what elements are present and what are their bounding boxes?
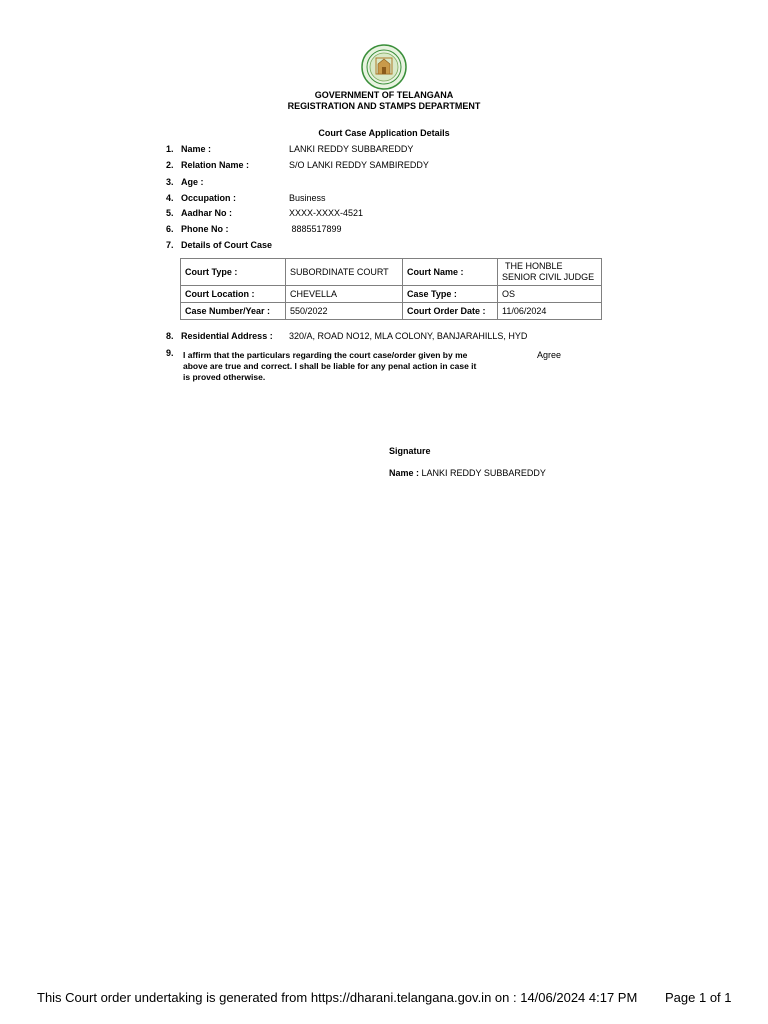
telangana-emblem-icon (361, 44, 407, 90)
case-type-value: OS (498, 286, 602, 303)
field-label: Aadhar No : (181, 208, 233, 218)
table-row (181, 286, 602, 303)
field-number: 4. (166, 193, 174, 203)
field-value: 320/A, ROAD NO12, MLA COLONY, BANJARAHILLS, HYD (289, 331, 528, 341)
government-title: GOVERNMENT OF TELANGANA (314, 90, 454, 100)
department-title: REGISTRATION AND STAMPS DEPARTMENT (287, 101, 481, 111)
field-number: 6. (166, 224, 174, 234)
table-row (181, 259, 602, 286)
signature-name-value: LANKI REDDY SUBBAREDDY (419, 468, 546, 478)
field-label: Occupation : (181, 193, 237, 203)
court-name-value (498, 259, 602, 286)
order-date-label: Court Order Date : (403, 303, 498, 320)
field-label: Details of Court Case (181, 240, 273, 250)
case-number-value: 550/2022 (286, 303, 403, 320)
field-number: 7. (166, 240, 174, 250)
field-number: 2. (166, 160, 174, 170)
affirmation-text: I affirm that the particulars regarding the court case/order given by me above are true and correct. I shall be liable for any penal action in case it is proved otherwise. (183, 350, 477, 382)
court-name-line1: THE HONBLE (505, 261, 563, 271)
field-number: 9. (166, 348, 174, 358)
case-type-label: Case Type : (403, 286, 498, 303)
field-value: XXXX-XXXX-4521 (289, 208, 364, 218)
field-label: Relation Name : (181, 160, 250, 170)
court-location-value: CHEVELLA (286, 286, 403, 303)
field-label: Name : (181, 144, 212, 154)
signature-label: Signature (389, 446, 431, 456)
field-value: Business (289, 193, 326, 203)
field-number: 3. (166, 177, 174, 187)
order-date-value: 11/06/2024 (498, 303, 602, 320)
field-number: 5. (166, 208, 174, 218)
signature-name-label: Name : (389, 468, 420, 478)
page-title: Court Case Application Details (318, 128, 450, 138)
field-number: 1. (166, 144, 174, 154)
field-value: S/O LANKI REDDY SAMBIREDDY (289, 160, 429, 170)
court-details-table (180, 258, 602, 320)
field-label: Residential Address : (181, 331, 273, 341)
court-name-label: Court Name : (403, 259, 498, 286)
page-number: Page 1 of 1 (665, 990, 732, 1005)
table-row (181, 303, 602, 320)
court-location-label: Court Location : (181, 286, 286, 303)
footer-text: This Court order undertaking is generated from https://dharani.telangana.gov.in on : 14/06/2024 4:17 PM (37, 990, 638, 1005)
court-type-value: SUBORDINATE COURT (286, 259, 403, 286)
field-label: Phone No : (181, 224, 229, 234)
field-value: LANKI REDDY SUBBAREDDY (289, 144, 414, 154)
field-value: 8885517899 (289, 224, 342, 234)
court-name-line2: SENIOR CIVIL JUDGE (502, 272, 595, 282)
case-number-label: Case Number/Year : (181, 303, 286, 320)
signature-name (389, 468, 546, 478)
field-label: Age : (181, 177, 204, 187)
agree-status: Agree (537, 350, 562, 360)
field-number: 8. (166, 331, 174, 341)
court-type-label: Court Type : (181, 259, 286, 286)
